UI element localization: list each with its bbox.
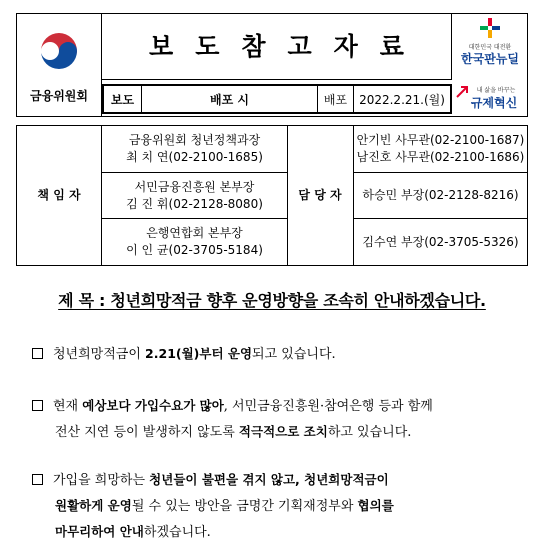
title-box: [102, 13, 452, 80]
subject-line: 제 목 : 청년희망적금 향후 운영방향을 조속히 안내하겠습니다.: [58, 291, 486, 310]
paragraph-2: 현재 예상보다 가입수요가 많아, 서민금융진흥원·참여은행 등과 함께 전산 지연 등이 발생하지 않도록 적극적으로 조치하고 있습니다.: [32, 393, 514, 445]
doc-title: 보도참고자료: [149, 32, 426, 61]
dist-date: 2022.2.21.(월): [359, 92, 445, 107]
regulation-small-text: 내 삶을 바꾸는: [476, 87, 516, 94]
charge-cell-1: [354, 126, 527, 172]
distribution-row: [102, 84, 452, 114]
resp-cell-3: [102, 219, 287, 265]
resp-line: 이 인 균(02-3705-5184): [126, 243, 263, 257]
responsibility-table: [16, 125, 528, 266]
right-logo-area: [452, 13, 528, 117]
resp-line: 김 진 휘(02-2128-8080): [126, 196, 263, 211]
new-deal-star-icon: [479, 17, 501, 39]
resp-line: 은행연합회 본부장: [146, 226, 243, 240]
checkbox-bullet-icon: [32, 348, 43, 359]
resp-label: 책 임 자: [37, 188, 81, 202]
resp-line: 금융위원회 청년정책과장: [128, 133, 261, 147]
charge-cell-3: [354, 219, 527, 265]
checkbox-bullet-icon: [32, 474, 43, 485]
paragraph-3: 가입을 희망하는 청년들이 불편을 겪지 않고, 청년희망적금이 원활하게 운영될 수 있는 방안을 금명간 기획재정부와 협의를 마무리하여 안내하겠습니다.: [32, 467, 514, 545]
charge-line: 남진호 사무관(02-2100-1686): [356, 150, 525, 164]
paragraph-1: 청년희망적금이 2.21(월)부터 운영되고 있습니다.: [32, 341, 514, 367]
resp-cell-2: [102, 173, 287, 218]
resp-cell-1: [102, 126, 287, 172]
fsc-logo-cell: [16, 13, 102, 117]
dist-label: 보도: [104, 86, 142, 112]
taegeuk-logo-icon: [35, 27, 83, 75]
dist-label2: 배포: [318, 86, 354, 112]
charge-cell-2: [354, 173, 527, 218]
charge-line: 안기빈 사무관(02-2100-1687): [356, 133, 525, 147]
org-name: 금융위원회: [30, 89, 88, 103]
resp-line: 최 치 연(02-2100-1685): [126, 150, 263, 164]
charge-line: 김수연 부장(02-3705-5326): [362, 234, 519, 249]
charge-line: 하승민 부장(02-2128-8216): [362, 188, 519, 202]
regulation-brand: 규제혁신: [470, 96, 518, 110]
new-deal-brand: 한국판뉴딜: [461, 52, 519, 66]
checkbox-bullet-icon: [32, 400, 43, 411]
dist-value: 배포 시: [142, 86, 318, 112]
new-deal-small-text: 대한민국 대전환: [468, 44, 512, 51]
resp-line: 서민금융진흥원 본부장: [134, 179, 255, 194]
charge-label: 담 당 자: [298, 188, 342, 202]
